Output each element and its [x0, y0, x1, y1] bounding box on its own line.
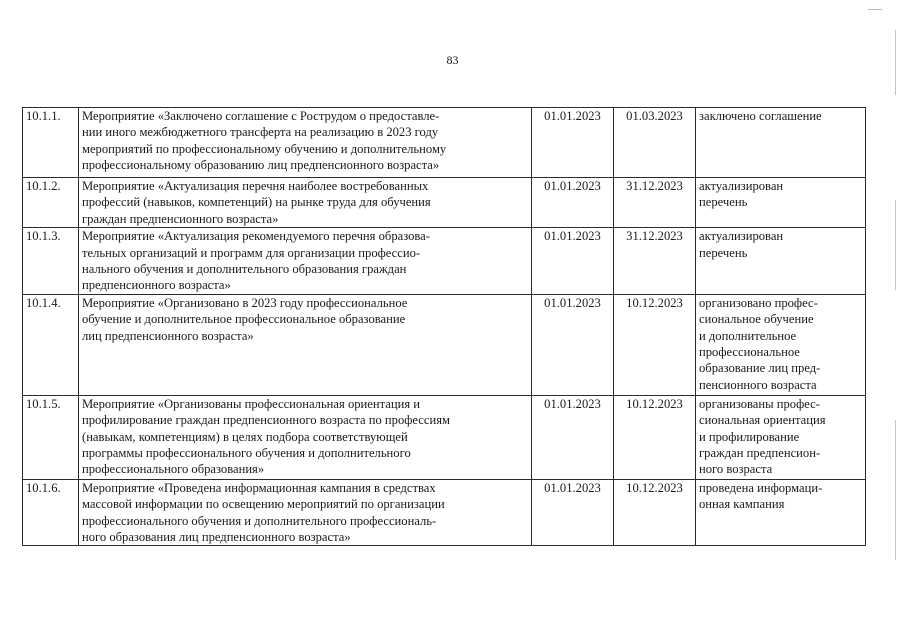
measure-description: [79, 294, 532, 395]
result-line: пенсионного возраста: [699, 377, 817, 392]
description-line: массовой информации по освещению мероприятий по организации: [82, 497, 445, 512]
description-line: лиц предпенсионного возраста»: [82, 328, 254, 343]
result-line: граждан предпенсион-: [699, 446, 821, 461]
end-date: 10.12.2023: [614, 395, 696, 479]
result-line: перечень: [699, 195, 748, 210]
expected-result: [696, 178, 866, 228]
description-line: программы профессионального обучения и дополнительного: [82, 446, 411, 461]
description-line: граждан предпенсионного возраста»: [82, 211, 279, 226]
description-line: нии иного межбюджетного трансферта на реализацию в 2023 году: [82, 125, 439, 140]
table-row: [23, 395, 866, 479]
description-line: профессиональному образованию лиц предпенсионного возраста»: [82, 158, 440, 173]
result-line: и дополнительное: [699, 328, 797, 343]
result-line: заключено соглашение: [699, 109, 822, 123]
row-number: 10.1.1.: [23, 108, 79, 178]
page-number: 83: [446, 53, 459, 67]
end-date: 01.03.2023: [614, 108, 696, 178]
measure-description: [79, 178, 532, 228]
result-line: сиональная ориентация: [699, 413, 826, 428]
expected-result: [696, 108, 866, 178]
table-row: [23, 178, 866, 228]
result-line: и профилирование: [699, 429, 800, 444]
measure-description: [79, 395, 532, 479]
measures-table: [22, 107, 866, 546]
row-number: 10.1.4.: [23, 294, 79, 395]
description-line: обучение и дополнительное профессиональное образование: [82, 312, 406, 327]
result-line: актуализирован: [699, 229, 784, 244]
start-date: 01.01.2023: [532, 108, 614, 178]
table-row: [23, 228, 866, 295]
result-line: проведена информаци-: [699, 480, 823, 495]
table-row: [23, 108, 866, 178]
description-line: профилирование граждан предпенсионного возраста по профессиям: [82, 413, 450, 428]
end-date: 31.12.2023: [614, 178, 696, 228]
description-line: Мероприятие «Актуализация перечня наиболее востребованных: [82, 179, 429, 193]
row-number: 10.1.2.: [23, 178, 79, 228]
row-number: 10.1.6.: [23, 479, 79, 546]
expected-result: [696, 294, 866, 395]
scan-mark-top: [868, 9, 882, 10]
start-date: 01.01.2023: [532, 479, 614, 546]
end-date: 31.12.2023: [614, 228, 696, 295]
scan-mark-right: [895, 200, 896, 290]
description-line: Мероприятие «Проведена информационная кампания в средствах: [82, 480, 436, 495]
result-line: актуализирован: [699, 179, 784, 193]
measure-description: [79, 108, 532, 178]
description-line: предпенсионного возраста»: [82, 278, 231, 293]
scan-mark-right: [895, 420, 896, 560]
table-row: [23, 479, 866, 546]
table-row: [23, 294, 866, 395]
description-line: профессионального образования»: [82, 462, 265, 477]
result-line: перечень: [699, 245, 748, 260]
description-line: нального обучения и дополнительного образования граждан: [82, 262, 407, 277]
start-date: 01.01.2023: [532, 178, 614, 228]
row-number: 10.1.5.: [23, 395, 79, 479]
result-line: сиональное обучение: [699, 312, 814, 327]
start-date: 01.01.2023: [532, 228, 614, 295]
description-line: Мероприятие «Актуализация рекомендуемого перечня образова-: [82, 229, 430, 244]
end-date: 10.12.2023: [614, 479, 696, 546]
description-line: профессий (навыков, компетенций) на рынке труда для обучения: [82, 195, 431, 210]
result-line: организованы профес-: [699, 396, 820, 411]
description-line: мероприятий по профессиональному обучению и дополнительному: [82, 141, 447, 156]
result-line: организовано профес-: [699, 295, 818, 310]
description-line: Мероприятие «Организованы профессиональная ориентация и: [82, 396, 421, 411]
measure-description: [79, 228, 532, 295]
expected-result: [696, 228, 866, 295]
description-line: Мероприятие «Заключено соглашение с Рострудом о предоставле-: [82, 109, 440, 123]
description-line: (навыкам, компетенциям) в целях подбора соответствующей: [82, 429, 408, 444]
description-line: ного образования лиц предпенсионного возраста»: [82, 530, 351, 545]
description-line: тельных организаций и программ для организации профессио-: [82, 245, 421, 260]
result-line: ного возраста: [699, 462, 773, 477]
start-date: 01.01.2023: [532, 395, 614, 479]
measure-description: [79, 479, 532, 546]
description-line: профессионального обучения и дополнительного профессиональ-: [82, 513, 437, 528]
result-line: профессиональное: [699, 345, 800, 360]
result-line: образование лиц пред-: [699, 361, 821, 376]
expected-result: [696, 479, 866, 546]
start-date: 01.01.2023: [532, 294, 614, 395]
result-line: онная кампания: [699, 497, 785, 512]
expected-result: [696, 395, 866, 479]
row-number: 10.1.3.: [23, 228, 79, 295]
end-date: 10.12.2023: [614, 294, 696, 395]
description-line: Мероприятие «Организовано в 2023 году профессиональное: [82, 295, 408, 310]
